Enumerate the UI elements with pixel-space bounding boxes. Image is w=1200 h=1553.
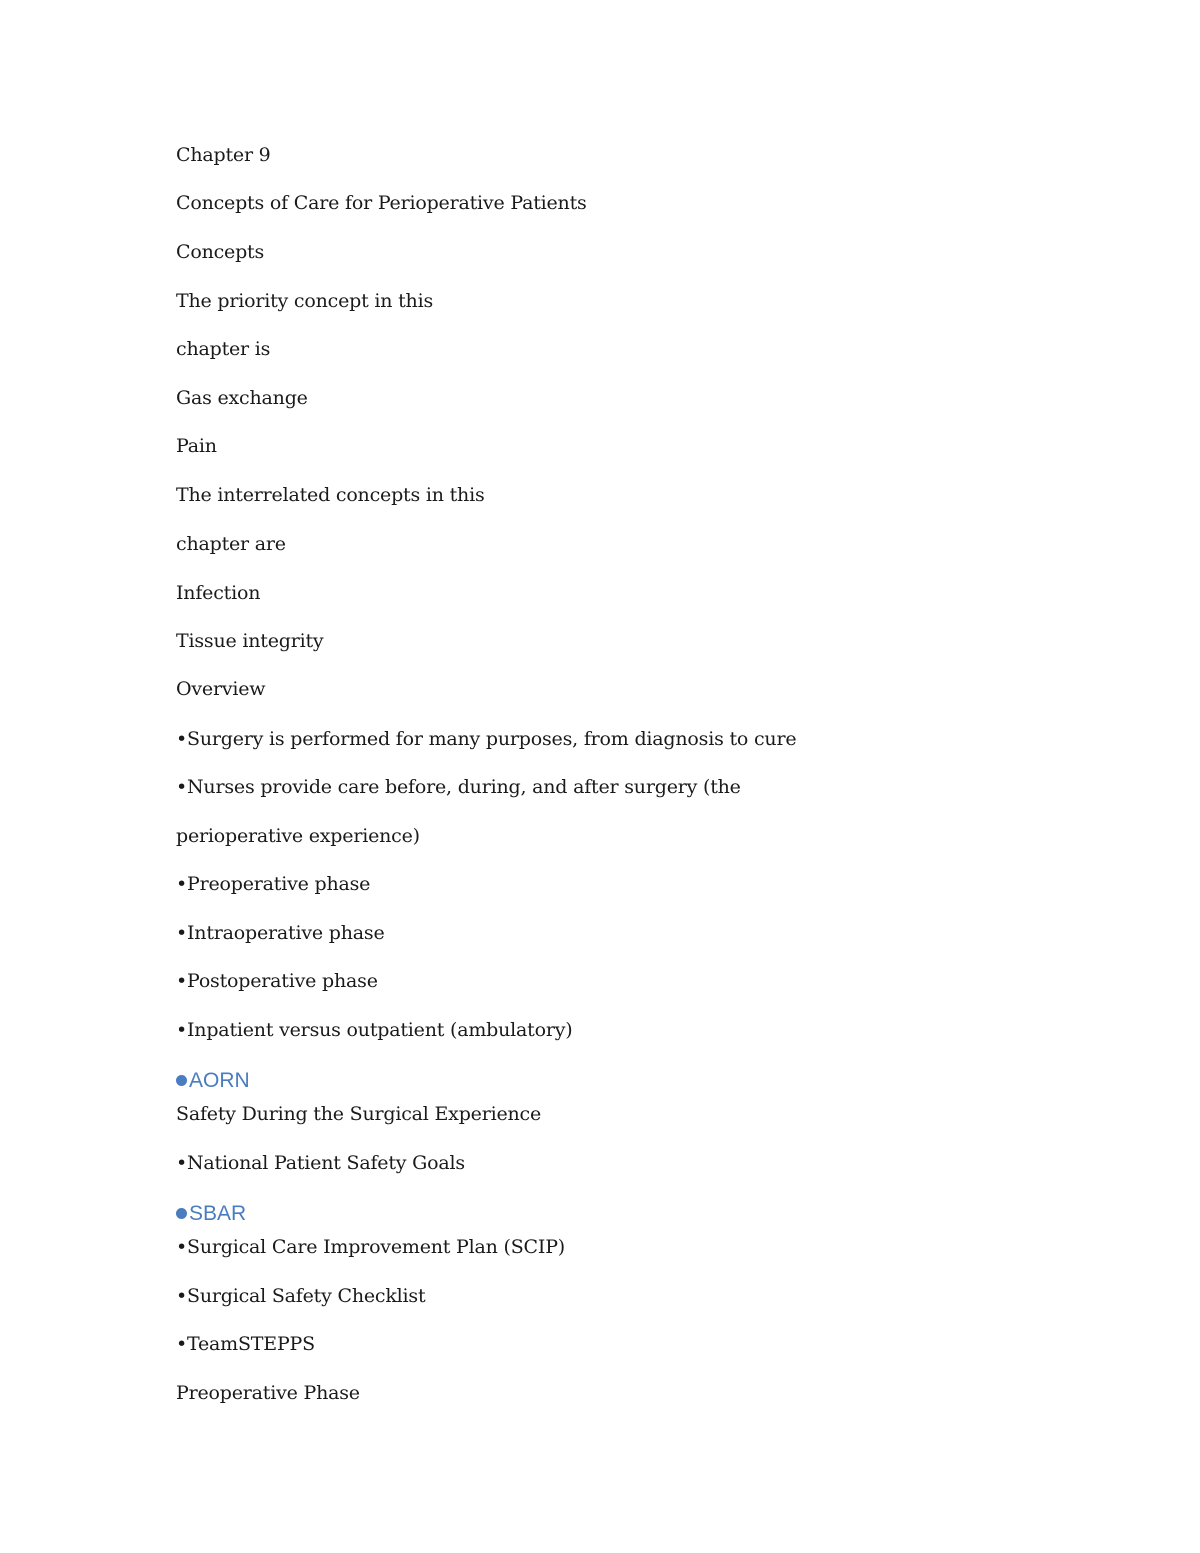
heading-aorn-label: AORN bbox=[189, 1069, 250, 1092]
text-line: perioperative experience) bbox=[176, 825, 420, 847]
section-heading-safety: Safety During the Surgical Experience bbox=[176, 1103, 542, 1125]
bullet-item: •Nurses provide care before, during, and after surgery (the bbox=[176, 776, 741, 798]
text-line: Infection bbox=[176, 582, 261, 604]
bullet-item: •Preoperative phase bbox=[176, 873, 371, 895]
text-line: The interrelated concepts in this bbox=[176, 484, 485, 506]
bullet-item: •Surgical Care Improvement Plan (SCIP) bbox=[176, 1236, 565, 1258]
bullet-item: •Surgery is performed for many purposes, from diagnosis to cure bbox=[176, 728, 797, 750]
bullet-item: •Inpatient versus outpatient (ambulatory) bbox=[176, 1019, 573, 1041]
bullet-item: •TeamSTEPPS bbox=[176, 1333, 315, 1355]
text-line: Tissue integrity bbox=[176, 630, 324, 652]
bullet-item: •Intraoperative phase bbox=[176, 922, 385, 944]
text-line: The priority concept in this bbox=[176, 290, 434, 312]
bullet-item: •Surgical Safety Checklist bbox=[176, 1285, 426, 1307]
chapter-title: Concepts of Care for Perioperative Patients bbox=[176, 192, 587, 214]
section-heading-concepts: Concepts bbox=[176, 241, 265, 263]
bullet-item: •National Patient Safety Goals bbox=[176, 1152, 465, 1174]
section-heading-preoperative: Preoperative Phase bbox=[176, 1382, 360, 1404]
heading-sbar-label: SBAR bbox=[189, 1202, 247, 1225]
bullet-item: •Postoperative phase bbox=[176, 970, 378, 992]
text-line: chapter are bbox=[176, 533, 286, 555]
bullet-dot-icon bbox=[176, 1208, 187, 1219]
heading-aorn bbox=[176, 1068, 250, 1094]
heading-sbar bbox=[176, 1201, 246, 1227]
text-line: Gas exchange bbox=[176, 387, 308, 409]
text-line: chapter is bbox=[176, 338, 271, 360]
chapter-number: Chapter 9 bbox=[176, 144, 271, 166]
bullet-dot-icon bbox=[176, 1075, 187, 1086]
section-heading-overview: Overview bbox=[176, 678, 266, 700]
text-line: Pain bbox=[176, 435, 217, 457]
